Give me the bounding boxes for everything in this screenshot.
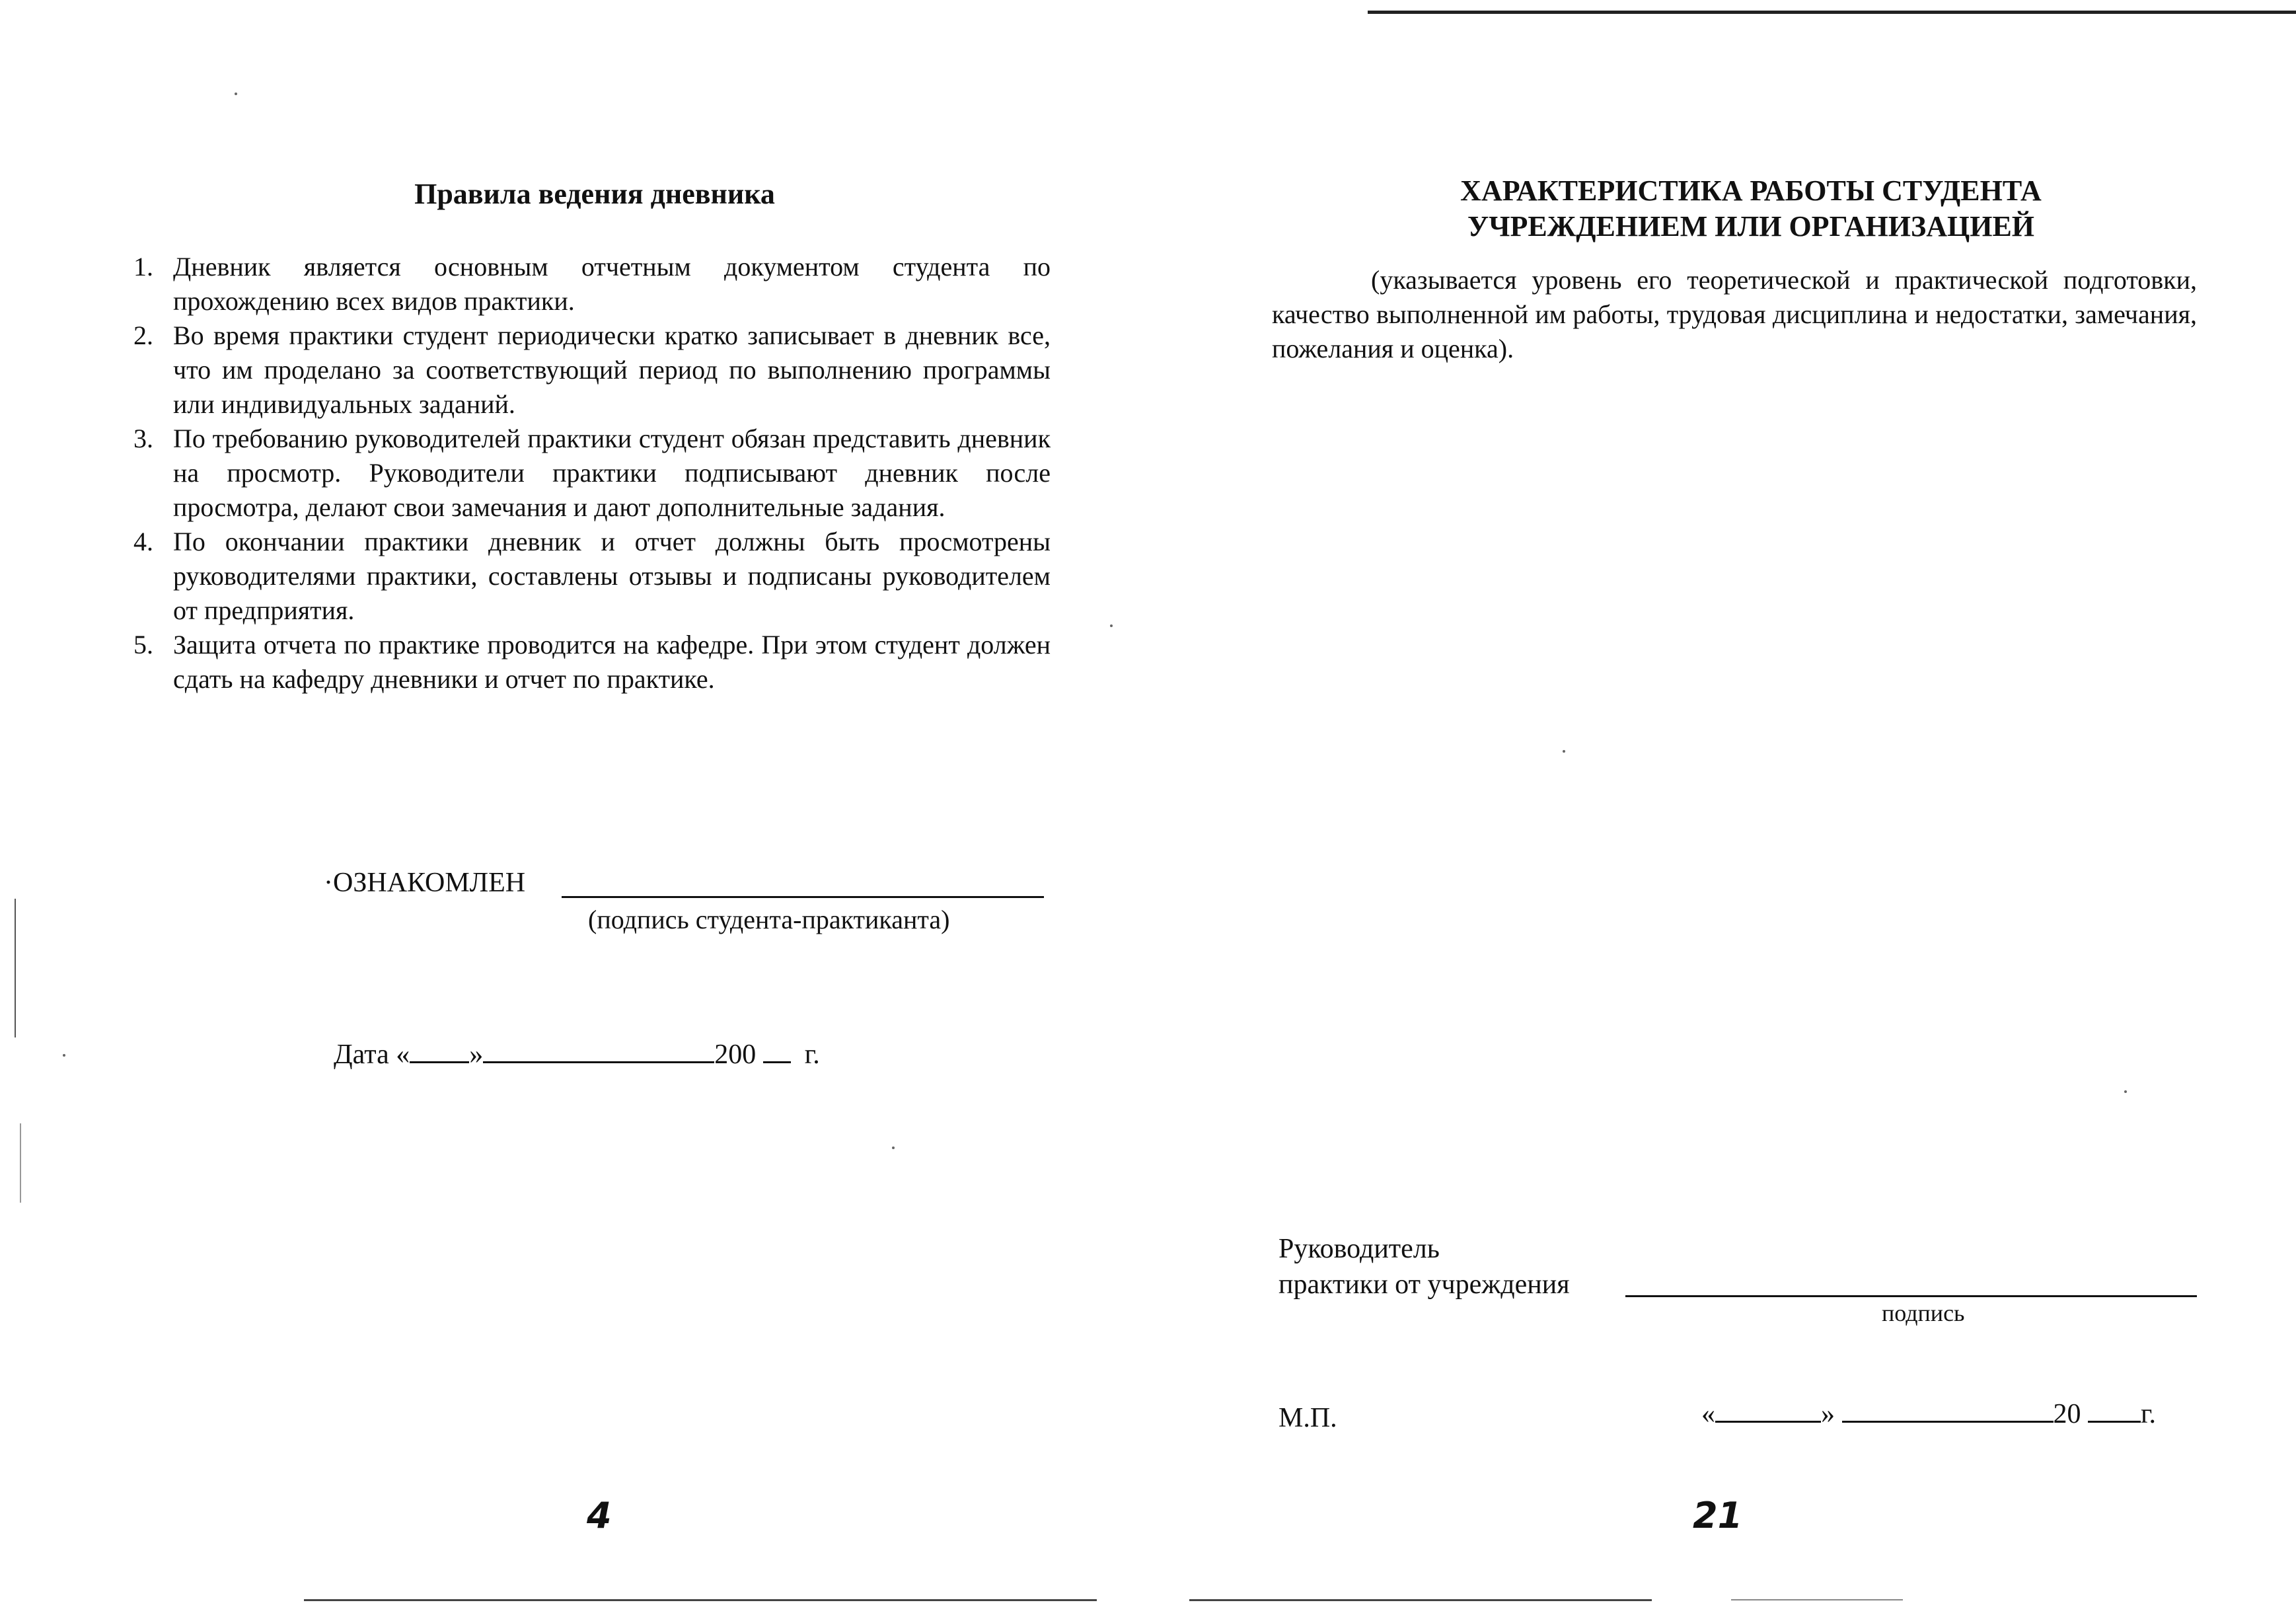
speck — [1110, 624, 1113, 627]
characteristic-title — [1272, 173, 2230, 244]
day-blank[interactable] — [1715, 1398, 1821, 1423]
rule-number: 1. — [133, 252, 153, 282]
speck — [892, 1147, 895, 1149]
rule-text: Во время практики студент периодически кратко записывает в дневник все, что им проделано за соответствующий период по выполнению программы или индивидуальных заданий. — [173, 320, 1051, 419]
right-page-number: 21 — [1693, 1495, 1743, 1536]
rule-number: 2. — [133, 320, 153, 350]
rules-title: Правила ведения дневника — [414, 178, 775, 210]
supervisor-label-line2: практики от учреждения — [1278, 1269, 1570, 1300]
year-blank[interactable] — [763, 1039, 791, 1063]
rule-text: По окончании практики дневник и отчет должны быть просмотрены руководителями практики, составлены отзывы и подписаны руководителем от предприятия. — [173, 527, 1051, 625]
date-year: 200 — [714, 1039, 757, 1070]
rule-text: Дневник является основным отчетным документом студента по прохождению всех видов практики. — [173, 252, 1051, 316]
month-blank[interactable] — [483, 1039, 714, 1063]
date-year: 20 — [2053, 1399, 2081, 1429]
characteristic-title-line2: УЧРЕЖДЕНИЕМ ИЛИ ОРГАНИЗАЦИЕЙ — [1467, 210, 2035, 243]
rule-text: По требованию руководителей практики студент обязан представить дневник на просмотр. Руководители практики подписывают дневник после просмотра, делают свои замечания и дают дополнительные задания. — [173, 424, 1051, 522]
date-suffix: г. — [2141, 1399, 2156, 1429]
day-blank[interactable] — [410, 1039, 469, 1063]
rule-item — [126, 250, 1051, 319]
bottom-edge-line-1 — [304, 1599, 1097, 1601]
rule-number: 3. — [133, 424, 153, 453]
year-blank[interactable] — [2088, 1398, 2141, 1423]
rule-item — [126, 319, 1051, 422]
date-quote-open: « — [1701, 1399, 1715, 1429]
date-quote-close: » — [469, 1039, 484, 1070]
left-date-row — [334, 1039, 820, 1071]
supervisor-signature-line[interactable] — [1625, 1295, 2197, 1297]
date-suffix: г. — [804, 1039, 820, 1070]
bottom-edge-line-2 — [1189, 1599, 1652, 1601]
rule-item — [126, 628, 1051, 696]
top-edge-line — [1368, 11, 2296, 14]
rule-number: 4. — [133, 527, 153, 556]
date-label: Дата « — [334, 1039, 410, 1070]
left-edge-line-2 — [20, 1123, 21, 1203]
month-blank[interactable] — [1842, 1398, 2054, 1423]
speck — [235, 93, 237, 95]
rule-text: Защита отчета по практике проводится на кафедре. При этом студент должен сдать на кафедру дневники и отчет по практике. — [173, 630, 1051, 694]
speck — [2124, 1090, 2127, 1093]
supervisor-signature-caption: подпись — [1882, 1300, 1965, 1326]
right-date-row — [1701, 1398, 2156, 1430]
rule-item — [126, 525, 1051, 628]
supervisor-label-line1: Руководитель — [1278, 1234, 1440, 1264]
rules-list — [126, 250, 1051, 696]
rule-number: 5. — [133, 630, 153, 659]
acknowledged-label: ·ОЗНАКОМЛЕН — [324, 868, 526, 898]
speck — [63, 1054, 65, 1057]
characteristic-title-line1: ХАРАКТЕРИСТИКА РАБОТЫ СТУДЕНТА — [1460, 174, 2042, 207]
student-signature-line[interactable] — [562, 896, 1044, 898]
rule-item — [126, 422, 1051, 525]
left-edge-line — [15, 899, 16, 1037]
left-page-number: 4 — [587, 1495, 612, 1536]
date-quote-close: » — [1821, 1399, 1835, 1429]
characteristic-description: (указывается уровень его теоретической и практической подготовки, качество выполненной им работы, трудовая дисциплина и недостатки, замечания, пожелания и оценка). — [1272, 265, 2197, 363]
speck — [1563, 750, 1565, 753]
stamp-label: М.П. — [1278, 1403, 1337, 1433]
bottom-edge-line-3 — [1731, 1599, 1903, 1600]
student-signature-caption: (подпись студента-практиканта) — [588, 905, 950, 934]
